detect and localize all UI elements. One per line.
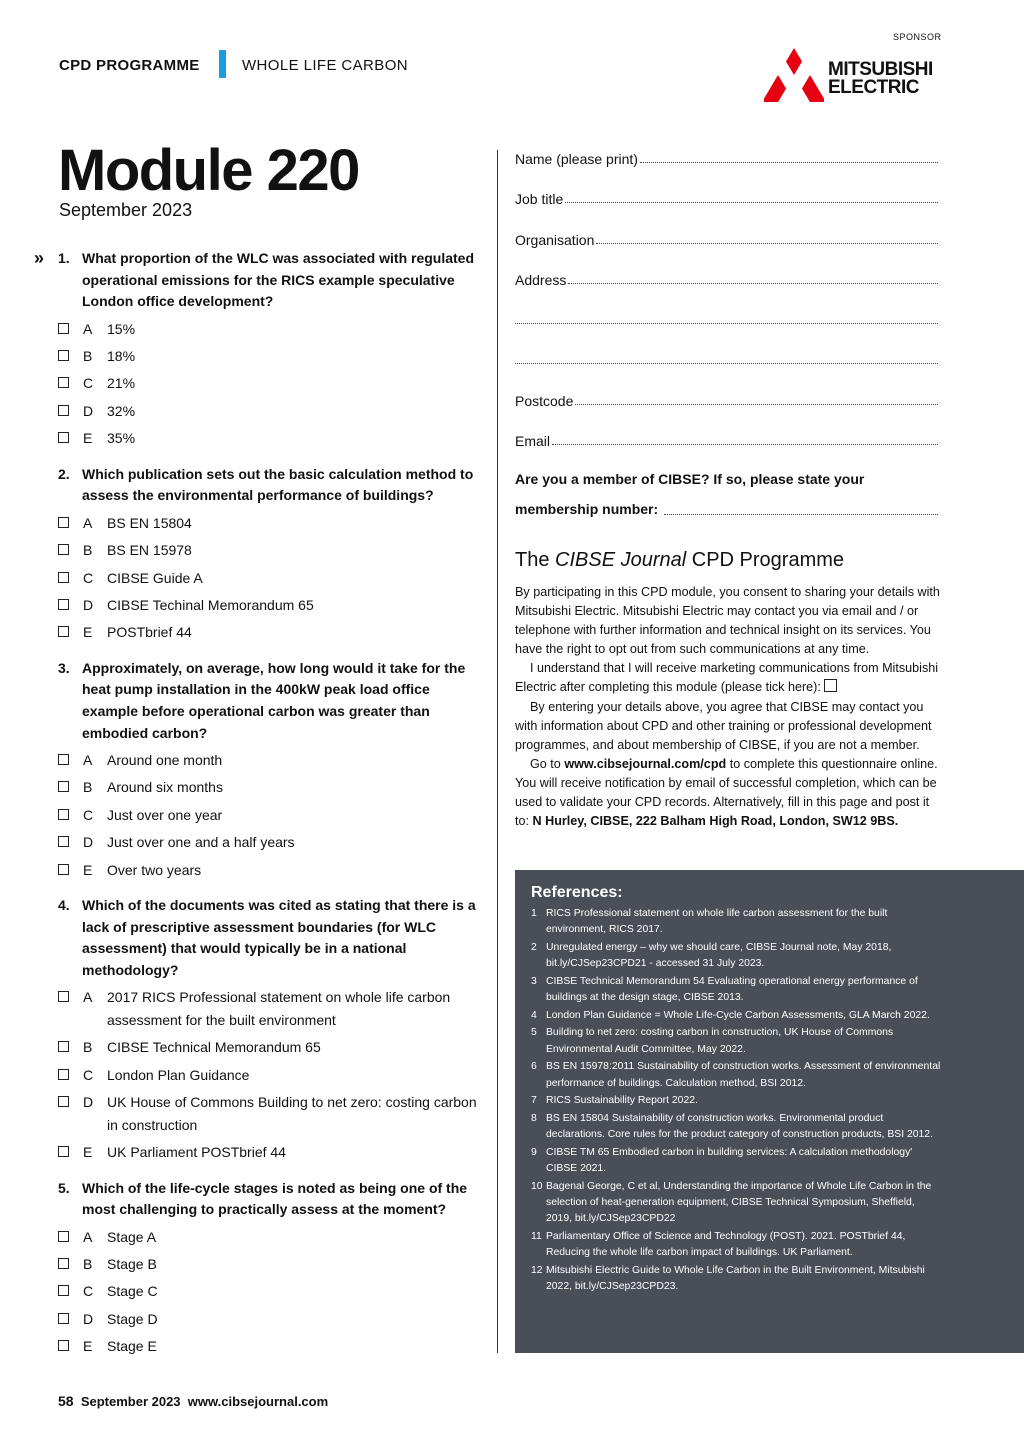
footer-site[interactable]: www.cibsejournal.com [187, 1394, 329, 1409]
answer-checkbox[interactable] [58, 626, 69, 637]
answer-option[interactable]: A Stage A [58, 1226, 478, 1249]
answer-option[interactable]: B CIBSE Technical Memorandum 65 [58, 1036, 478, 1059]
reference-item: 1 RICS Professional statement on whole life carbon assessment for the built environment, RICS 2017. [531, 908, 888, 936]
topic-label: WHOLE LIFE CARBON [242, 57, 408, 74]
answer-checkbox[interactable] [58, 405, 69, 416]
cpd-link[interactable]: www.cibsejournal.com/cpd [564, 756, 727, 771]
reference-item: 2 Unregulated energy – why we should care, CIBSE Journal note, May 2018, bit.ly/CJSep23CPD21 - accessed 31 July 2023. [531, 941, 892, 970]
reference-item: 8 BS EN 15804 Sustainability of construction works. Environmental product declarations. Core rules for the product category of construction products, BSI 2012. [531, 1112, 933, 1141]
answer-option[interactable]: D UK House of Commons Building to net zero: costing carbon in construction [58, 1091, 478, 1136]
page-number: 58 [58, 1393, 74, 1409]
reference-item: 3 CIBSE Technical Memorandum 54 Evaluating operational energy performance of buildings at the design stage, CIBSE 2013. [531, 975, 918, 1004]
question-3: 3. Approximately, on average, how long would it take for the heat pump installation in the 400kW peak load office example before operational carbon was greater than embodied carbon? A Around one month B Around six months C Just over one year D Just over one and a half years E Over two years [58, 658, 478, 881]
answer-checkbox[interactable] [58, 1285, 69, 1296]
answer-checkbox[interactable] [58, 599, 69, 610]
answer-option[interactable]: B 18% [58, 345, 478, 368]
postal-address: N Hurley, CIBSE, 222 Balham High Road, London, SW12 9BS. [532, 814, 899, 829]
question-text: What proportion of the WLC was associated with regulated operational emissions for the RICS example speculative London office development? [82, 250, 475, 310]
answer-option[interactable]: A Around one month [58, 749, 478, 772]
answer-checkbox[interactable] [58, 1069, 69, 1080]
double-chevron-right-icon: » [34, 248, 45, 268]
address-line-3[interactable] [515, 348, 938, 368]
address-field[interactable]: Address [515, 268, 938, 288]
answer-option[interactable]: E 35% [58, 427, 478, 450]
answer-option[interactable]: A 2017 RICS Professional statement on whole life carbon assessment for the built environment [58, 986, 478, 1031]
answer-option[interactable]: E POSTbrief 44 [58, 621, 478, 644]
answer-checkbox[interactable] [58, 809, 69, 820]
answer-option[interactable]: B BS EN 15978 [58, 539, 478, 562]
answer-checkbox[interactable] [58, 432, 69, 443]
answer-checkbox[interactable] [58, 323, 69, 334]
answer-checkbox[interactable] [58, 864, 69, 875]
consent-paragraph: By participating in this CPD module, you consent to sharing your details with Mitsubishi Electric. Mitsubishi Electric may contact you via email and / or telephone with further information and technical insight on its services. You have the right to opt out from such communications at any time. [515, 585, 940, 657]
answer-option[interactable]: E UK Parliament POSTbrief 44 [58, 1141, 478, 1164]
job-title-field[interactable]: Job title [515, 187, 938, 207]
sponsor-label: SPONSOR [893, 32, 942, 42]
header-divider-bar [219, 50, 226, 78]
name-field[interactable]: Name (please print) [515, 147, 938, 167]
question-4: 4. Which of the documents was cited as stating that there is a lack of prescriptive assessment boundaries (for WLC assessment) that would typically be in a national methodology? A 2017 RICS Professional statement on whole life carbon assessment for the built environment B CIBSE Technical Memorandum 65 C London Plan Guidance D UK House of Commons Building to net zero: costing carbon in construction E UK Parliament POSTbrief 44 [58, 895, 478, 1164]
answer-option[interactable]: D Stage D [58, 1308, 478, 1331]
module-title: Module 220 [58, 138, 359, 203]
answer-option[interactable]: D 32% [58, 400, 478, 423]
references-title: References: [531, 884, 623, 901]
answer-checkbox[interactable] [58, 1313, 69, 1324]
reference-item: 9 CIBSE TM 65 Embodied carbon in building services: A calculation methodology' CIBSE 2021. [531, 1146, 913, 1175]
marketing-consent-checkbox[interactable] [824, 679, 837, 692]
question-text: Which of the documents was cited as stating that there is a lack of prescriptive assessment boundaries (for WLC assessment) that would typically be in a national methodology? [82, 897, 476, 978]
answer-option[interactable]: C Stage C [58, 1280, 478, 1303]
answer-checkbox[interactable] [58, 1146, 69, 1157]
details-form [515, 147, 938, 469]
membership-number-field[interactable]: membership number: [515, 494, 938, 524]
answer-option[interactable]: C 21% [58, 372, 478, 395]
answer-option[interactable]: E Over two years [58, 859, 478, 882]
organisation-field[interactable]: Organisation [515, 228, 938, 248]
answer-option[interactable]: C CIBSE Guide A [58, 567, 478, 590]
references-list [531, 906, 943, 1297]
answer-checkbox[interactable] [58, 1231, 69, 1242]
reference-item: 11 Parliamentary Office of Science and Technology (POST). 2021. POSTbrief 44, Reducing the whole life carbon impact of buildings. UK Parliament. [531, 1230, 906, 1259]
answer-checkbox[interactable] [58, 517, 69, 528]
answer-checkbox[interactable] [58, 377, 69, 388]
question-text: Which publication sets out the basic calculation method to assess the environmental performance of buildings? [82, 465, 474, 504]
reference-item: 6 BS EN 15978:2011 Sustainability of construction works. Assessment of environmental performance of buildings. Calculation method, BSI 2012. [531, 1061, 941, 1089]
answer-checkbox[interactable] [58, 544, 69, 555]
reference-item: 5 Building to net zero: costing carbon in construction, UK House of Commons Environmental Audit Committee, May 2022. [531, 1027, 894, 1055]
cibse-contact-paragraph: By entering your details above, you agree that CIBSE may contact you with information about CPD and other training or professional development programmes, and about membership of CIBSE, if you are not a member. [515, 699, 932, 752]
address-line-2[interactable] [515, 308, 938, 328]
answer-checkbox[interactable] [58, 350, 69, 361]
reference-item: 4 London Plan Guidance = Whole Life-Cycle Carbon Assessments, GLA March 2022. [531, 1009, 930, 1021]
reference-item: 10 Bagenal George, C et al, Understanding the importance of Whole Life Carbon in the selection of heat-generation equipment, CIBSE Technical Symposium, Sheffield, 2019, bit.ly/CJSep23CPD22 [531, 1180, 932, 1225]
sponsor-name-line2: ELECTRIC [828, 77, 919, 98]
footer-date: September 2023 [80, 1394, 181, 1409]
answer-checkbox[interactable] [58, 991, 69, 1002]
answer-option[interactable]: A BS EN 15804 [58, 512, 478, 535]
reference-item: 12 Mitsubishi Electric Guide to Whole Life Carbon in the Built Environment, Mitsubishi 2022, bit.ly/CJSep23CPD23. [531, 1264, 925, 1292]
question-5: 5. Which of the life-cycle stages is noted as being one of the most challenging to practically assess at the moment? A Stage A B Stage B C Stage C D Stage D E Stage E [58, 1178, 478, 1358]
answer-option[interactable]: E Stage E [58, 1335, 478, 1358]
question-text: Approximately, on average, how long would it take for the heat pump installation in the 400kW peak load office example before operational carbon was greater than embodied carbon? [82, 659, 466, 741]
answer-option[interactable]: D Just over one and a half years [58, 831, 478, 854]
reference-item: 7 RICS Sustainability Report 2022. [531, 1095, 698, 1107]
section-label: CPD PROGRAMME [59, 57, 200, 74]
references-panel [515, 870, 1024, 1353]
answer-checkbox[interactable] [58, 1258, 69, 1269]
question-2: 2. Which publication sets out the basic calculation method to assess the environmental performance of buildings? A BS EN 15804 B BS EN 15978 C CIBSE Guide A D CIBSE Techinal Memorandum 65 E POSTbrief 44 [58, 464, 478, 644]
answer-checkbox[interactable] [58, 1096, 69, 1107]
email-field[interactable]: Email [515, 429, 938, 449]
question-1: » 1. What proportion of the WLC was associated with regulated operational emissions for the RICS example speculative London office development? A 15% B 18% C 21% D 32% E 35% [58, 248, 478, 450]
answer-option[interactable]: D CIBSE Techinal Memorandum 65 [58, 594, 478, 617]
answer-checkbox[interactable] [58, 781, 69, 792]
three-diamonds-icon [764, 48, 824, 102]
answer-option[interactable]: C London Plan Guidance [58, 1064, 478, 1087]
answer-option[interactable]: B Stage B [58, 1253, 478, 1276]
submission-paragraph: Go to www.cibsejournal.com/cpd to complete this questionnaire online. You will receive notification by email of successful completion, which can be used to validate your CPD records. Alternatively, fill in this page and post it to: N Hurley, CIBSE, 222 Balham High Road, London, SW12 9BS. [515, 756, 938, 829]
answer-checkbox[interactable] [58, 1340, 69, 1351]
sponsor-name-line1: MITSUBISHI [828, 59, 933, 80]
page-footer [58, 1393, 328, 1409]
membership-question: Are you a member of CIBSE? If so, please state your membership number: [515, 464, 938, 524]
answer-option[interactable]: A 15% [58, 318, 478, 341]
questions-column [34, 248, 478, 1372]
programme-body [515, 583, 940, 831]
mitsubishi-electric-logo [764, 48, 944, 102]
programme-heading: The CIBSE Journal CPD Programme [515, 549, 845, 571]
answer-checkbox[interactable] [58, 1041, 69, 1052]
question-text: Which of the life-cycle stages is noted as being one of the most challenging to practically assess at the moment? [82, 1179, 468, 1218]
answer-checkbox[interactable] [58, 836, 69, 847]
answer-checkbox[interactable] [58, 572, 69, 583]
marketing-paragraph: I understand that I will receive marketing communications from Mitsubishi Electric after completing this module (please tick here): [515, 661, 939, 695]
answer-option[interactable]: B Around six months [58, 776, 478, 799]
answer-option[interactable]: C Just over one year [58, 804, 478, 827]
answer-checkbox[interactable] [58, 754, 69, 765]
module-date: September 2023 [59, 200, 193, 220]
column-divider [497, 150, 498, 1353]
postcode-field[interactable]: Postcode [515, 389, 938, 409]
